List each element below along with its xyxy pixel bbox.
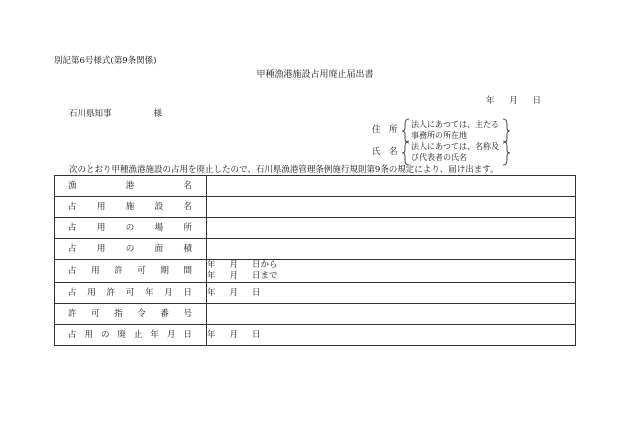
row-value-cell[interactable] [207, 239, 576, 260]
date-day: 日 [252, 287, 261, 298]
table-row [55, 260, 576, 283]
row-label-char: 令 [137, 308, 146, 319]
table-row [55, 283, 576, 304]
row-label-char: 月 [166, 329, 176, 340]
row-label-char: 廃 [117, 329, 126, 340]
row-label-char: 積 [183, 243, 192, 254]
row-label-cell [55, 304, 207, 325]
row-label-char: 用 [84, 329, 93, 340]
row-label-char: 号 [183, 308, 192, 319]
date-year: 年 [207, 271, 216, 281]
row-label-char: の [125, 243, 135, 254]
row-label-char: 年 [144, 287, 154, 298]
address-note-line: 事務所の所在地 [411, 131, 467, 140]
date-month: 月 [229, 260, 239, 270]
row-label-char: 用 [87, 287, 96, 298]
row-label-cell [55, 283, 207, 304]
row-label-char: 占 [68, 287, 77, 298]
address-note-line: 法人にあつては、主たる [411, 120, 499, 129]
row-label-char: 港 [125, 180, 135, 191]
row-value-cell[interactable] [207, 197, 576, 218]
row-label-char: 所 [183, 222, 192, 233]
date-fields [207, 271, 575, 282]
date-year: 年 [486, 96, 495, 106]
date-year: 年 [207, 260, 216, 270]
row-label [55, 331, 206, 340]
row-label-cell [55, 218, 207, 239]
date-year: 年 [207, 329, 216, 340]
row-label [55, 224, 206, 233]
row-label-char: 用 [96, 243, 106, 254]
date-day: 日から [252, 260, 278, 270]
row-label [55, 310, 206, 319]
row-label-char: 間 [183, 265, 192, 276]
table-row [55, 304, 576, 325]
row-label-char: 名 [183, 201, 192, 212]
table-row [55, 218, 576, 239]
applicant-address-label: 住 所 [372, 125, 398, 135]
row-value-cell[interactable] [207, 218, 576, 239]
addressee [69, 110, 162, 119]
row-label-char: 許 [106, 287, 115, 298]
row-label-cell [55, 325, 207, 346]
addressee-name: 石川県知事 [69, 109, 112, 119]
submission-date [486, 97, 541, 106]
row-label-char: 年 [150, 329, 159, 340]
row-label-char: 占 [68, 243, 77, 254]
row-label [55, 203, 206, 212]
row-label-char: の [125, 222, 135, 233]
row-label-char: 漁 [68, 180, 77, 191]
row-label-cell [55, 239, 207, 260]
table-row [55, 325, 576, 346]
table-row [55, 176, 576, 197]
date-month: 月 [229, 329, 239, 340]
document-title: 甲種漁港施設占用廃止届出書 [256, 70, 374, 80]
date-year: 年 [207, 287, 216, 298]
row-label [55, 289, 206, 298]
row-label-cell [55, 176, 207, 197]
date-month: 月 [229, 287, 239, 298]
row-label-char: 期 [160, 265, 169, 276]
notification-form-table [54, 175, 576, 346]
name-note-bracket [404, 140, 514, 166]
date-fields [207, 289, 575, 298]
name-note-line: び代表者の氏名 [411, 153, 467, 162]
applicant-name-label: 氏 名 [372, 147, 398, 157]
row-label-char: 占 [68, 265, 77, 276]
row-label-char: 日 [183, 329, 192, 340]
row-label-char: の [100, 329, 110, 340]
row-label-cell [55, 260, 207, 283]
row-label [55, 182, 206, 191]
row-label-char: 設 [154, 201, 164, 212]
row-label-char: 占 [68, 222, 77, 233]
row-label-char: 許 [114, 265, 123, 276]
date-fields [207, 331, 575, 340]
row-label-char: 占 [68, 201, 77, 212]
row-label-char: 可 [137, 265, 146, 276]
date-fields [207, 260, 575, 271]
table-row [55, 239, 576, 260]
row-label-char: 番 [160, 308, 169, 319]
row-label [55, 267, 206, 276]
row-value-cell[interactable] [207, 304, 576, 325]
row-label-char: 止 [133, 329, 143, 340]
row-label-char: 月 [164, 287, 173, 298]
row-value-cell[interactable] [207, 283, 576, 304]
row-label-char: 面 [154, 243, 164, 254]
row-label-char: 指 [114, 308, 123, 319]
date-day: 日まで [252, 271, 278, 281]
row-label [55, 245, 206, 254]
date-month: 月 [229, 271, 239, 281]
row-label-char: 場 [154, 222, 164, 233]
row-label-char: 用 [96, 201, 106, 212]
row-label-cell [55, 197, 207, 218]
addressee-honorific: 様 [153, 109, 163, 119]
row-label-char: 施 [125, 201, 135, 212]
row-label-char: 可 [125, 287, 135, 298]
row-label-char: 用 [96, 222, 106, 233]
date-day: 日 [532, 96, 541, 106]
name-note-line: 法人にあつては、名称及 [411, 142, 499, 151]
row-label-char: 可 [91, 308, 100, 319]
row-value-cell[interactable] [207, 325, 576, 346]
table-row [55, 197, 576, 218]
row-label-char: 許 [68, 308, 77, 319]
row-label-char: 占 [68, 329, 77, 340]
date-month: 月 [509, 96, 518, 106]
intro-statement: 次のとおり甲種漁港施設の占用を廃止したので、石川県漁港管理条例施行規則第9条の規定により、届け出ます。 [69, 165, 499, 175]
row-value-cell[interactable] [207, 176, 576, 197]
row-value-cell[interactable] [207, 260, 576, 283]
date-day: 日 [252, 329, 261, 340]
row-label-char: 用 [91, 265, 100, 276]
row-label-char: 名 [183, 180, 192, 191]
form-number-label: 別記第6号様式(第9条関係) [54, 56, 157, 66]
row-label-char: 日 [183, 287, 192, 298]
